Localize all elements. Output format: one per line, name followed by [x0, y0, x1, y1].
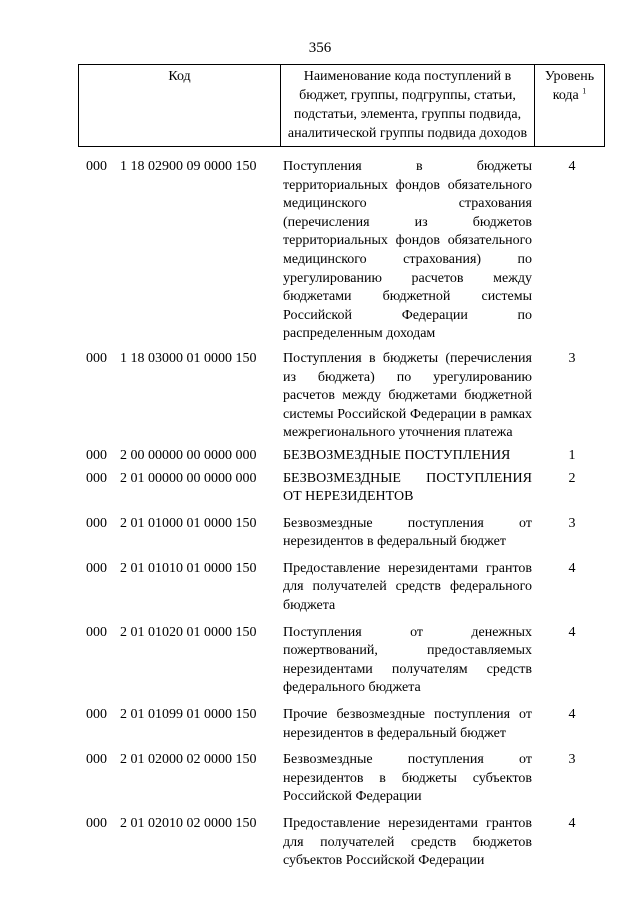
row-prefix: 000: [86, 350, 107, 366]
row-code: 2 01 02010 02 0000 150: [120, 816, 257, 831]
row-level: 4: [568, 624, 576, 640]
table-row: [78, 350, 604, 443]
row-level: 3: [568, 350, 576, 366]
row-code: 1 18 02900 09 0000 150: [120, 159, 257, 174]
row-prefix: 000: [86, 707, 107, 723]
row-level: 1: [568, 447, 576, 463]
header-name: Наименование кода поступлений в бюджет, группы, подгруппы, статьи, подстатьи, элемента, группы подвида, аналитической группы подвида доходов: [281, 65, 535, 147]
table-row: [78, 815, 604, 871]
row-prefix: 000: [86, 624, 107, 640]
row-name: Прочие безвозмездные поступления от нерезидентов в федеральный бюджет: [283, 707, 532, 741]
row-prefix: 000: [86, 159, 107, 174]
row-level: 3: [568, 752, 576, 768]
row-name: Безвозмездные поступления от нерезидентов в бюджеты субъектов Российской Федерации: [283, 752, 532, 805]
row-name: Предоставление нерезидентами грантов для получателей средств федерального бюджета: [283, 560, 532, 614]
row-name: Безвозмездные поступления от нерезидентов в федеральный бюджет: [283, 515, 532, 550]
row-name: БЕЗВОЗМЕЗДНЫЕ ПОСТУПЛЕНИЯ ОТ НЕРЕЗИДЕНТОВ: [283, 470, 532, 505]
table-row: [78, 560, 604, 616]
row-level: 2: [568, 470, 576, 486]
table-row: [78, 706, 604, 743]
row-code: 2 01 02000 02 0000 150: [120, 752, 257, 768]
row-code: 2 01 01020 01 0000 150: [120, 624, 257, 640]
row-level: 3: [568, 515, 576, 531]
table-row: [78, 751, 604, 807]
row-code: 2 01 01010 01 0000 150: [120, 560, 257, 576]
header-code: Код: [79, 65, 281, 147]
row-code: 2 01 01000 01 0000 150: [120, 515, 257, 531]
row-name: Предоставление нерезидентами грантов для получателей средств бюджетов субъектов Российской Федерации: [283, 816, 532, 869]
header-level-suffix: а: [572, 88, 579, 103]
row-level: 4: [568, 159, 576, 174]
row-code: 2 01 01099 01 0000 150: [120, 707, 257, 723]
row-prefix: 000: [86, 515, 107, 531]
row-prefix: 000: [86, 752, 107, 768]
row-name: БЕЗВОЗМЕЗДНЫЕ ПОСТУПЛЕНИЯ: [283, 447, 511, 463]
page-number: 356: [308, 40, 332, 56]
table-row: [78, 447, 604, 466]
header-level-footnote: 1: [582, 86, 587, 96]
row-level: 4: [568, 560, 576, 576]
header-level-text: Уровень код: [544, 69, 595, 103]
row-level: 4: [568, 707, 576, 723]
row-prefix: 000: [86, 560, 107, 576]
row-name: Поступления в бюджеты территориальных фондов обязательного медицинского страхования (перечисления из бюджетов территориальных фондов обязательного медицинского страхования) по урегулированию расчетов между бюджетами бюджетной системы Российской Федерации по распределенным доходам: [283, 159, 532, 342]
table-row: [78, 624, 604, 698]
row-prefix: 000: [86, 816, 107, 831]
row-code: 2 01 00000 00 0000 000: [120, 470, 257, 486]
table-row: [78, 158, 604, 344]
row-code: 2 00 00000 00 0000 000: [120, 447, 257, 463]
row-prefix: 000: [86, 447, 107, 463]
row-prefix: 000: [86, 470, 107, 486]
table-header: [78, 64, 605, 147]
table-row: [78, 515, 604, 552]
header-level: [535, 65, 605, 147]
row-level: 4: [568, 816, 576, 831]
row-name: Поступления в бюджеты (перечисления из бюджета) по урегулированию расчетов между бюджетами бюджетной системы Российской Федерации в рамках межрегионального уточнения платежа: [283, 350, 532, 441]
row-code: 1 18 03000 01 0000 150: [120, 350, 257, 366]
table-row: [78, 470, 604, 507]
table-body: [78, 158, 604, 871]
row-name: Поступления от денежных пожертвований, предоставляемых нерезидентами получателям средств федерального бюджета: [283, 624, 532, 696]
